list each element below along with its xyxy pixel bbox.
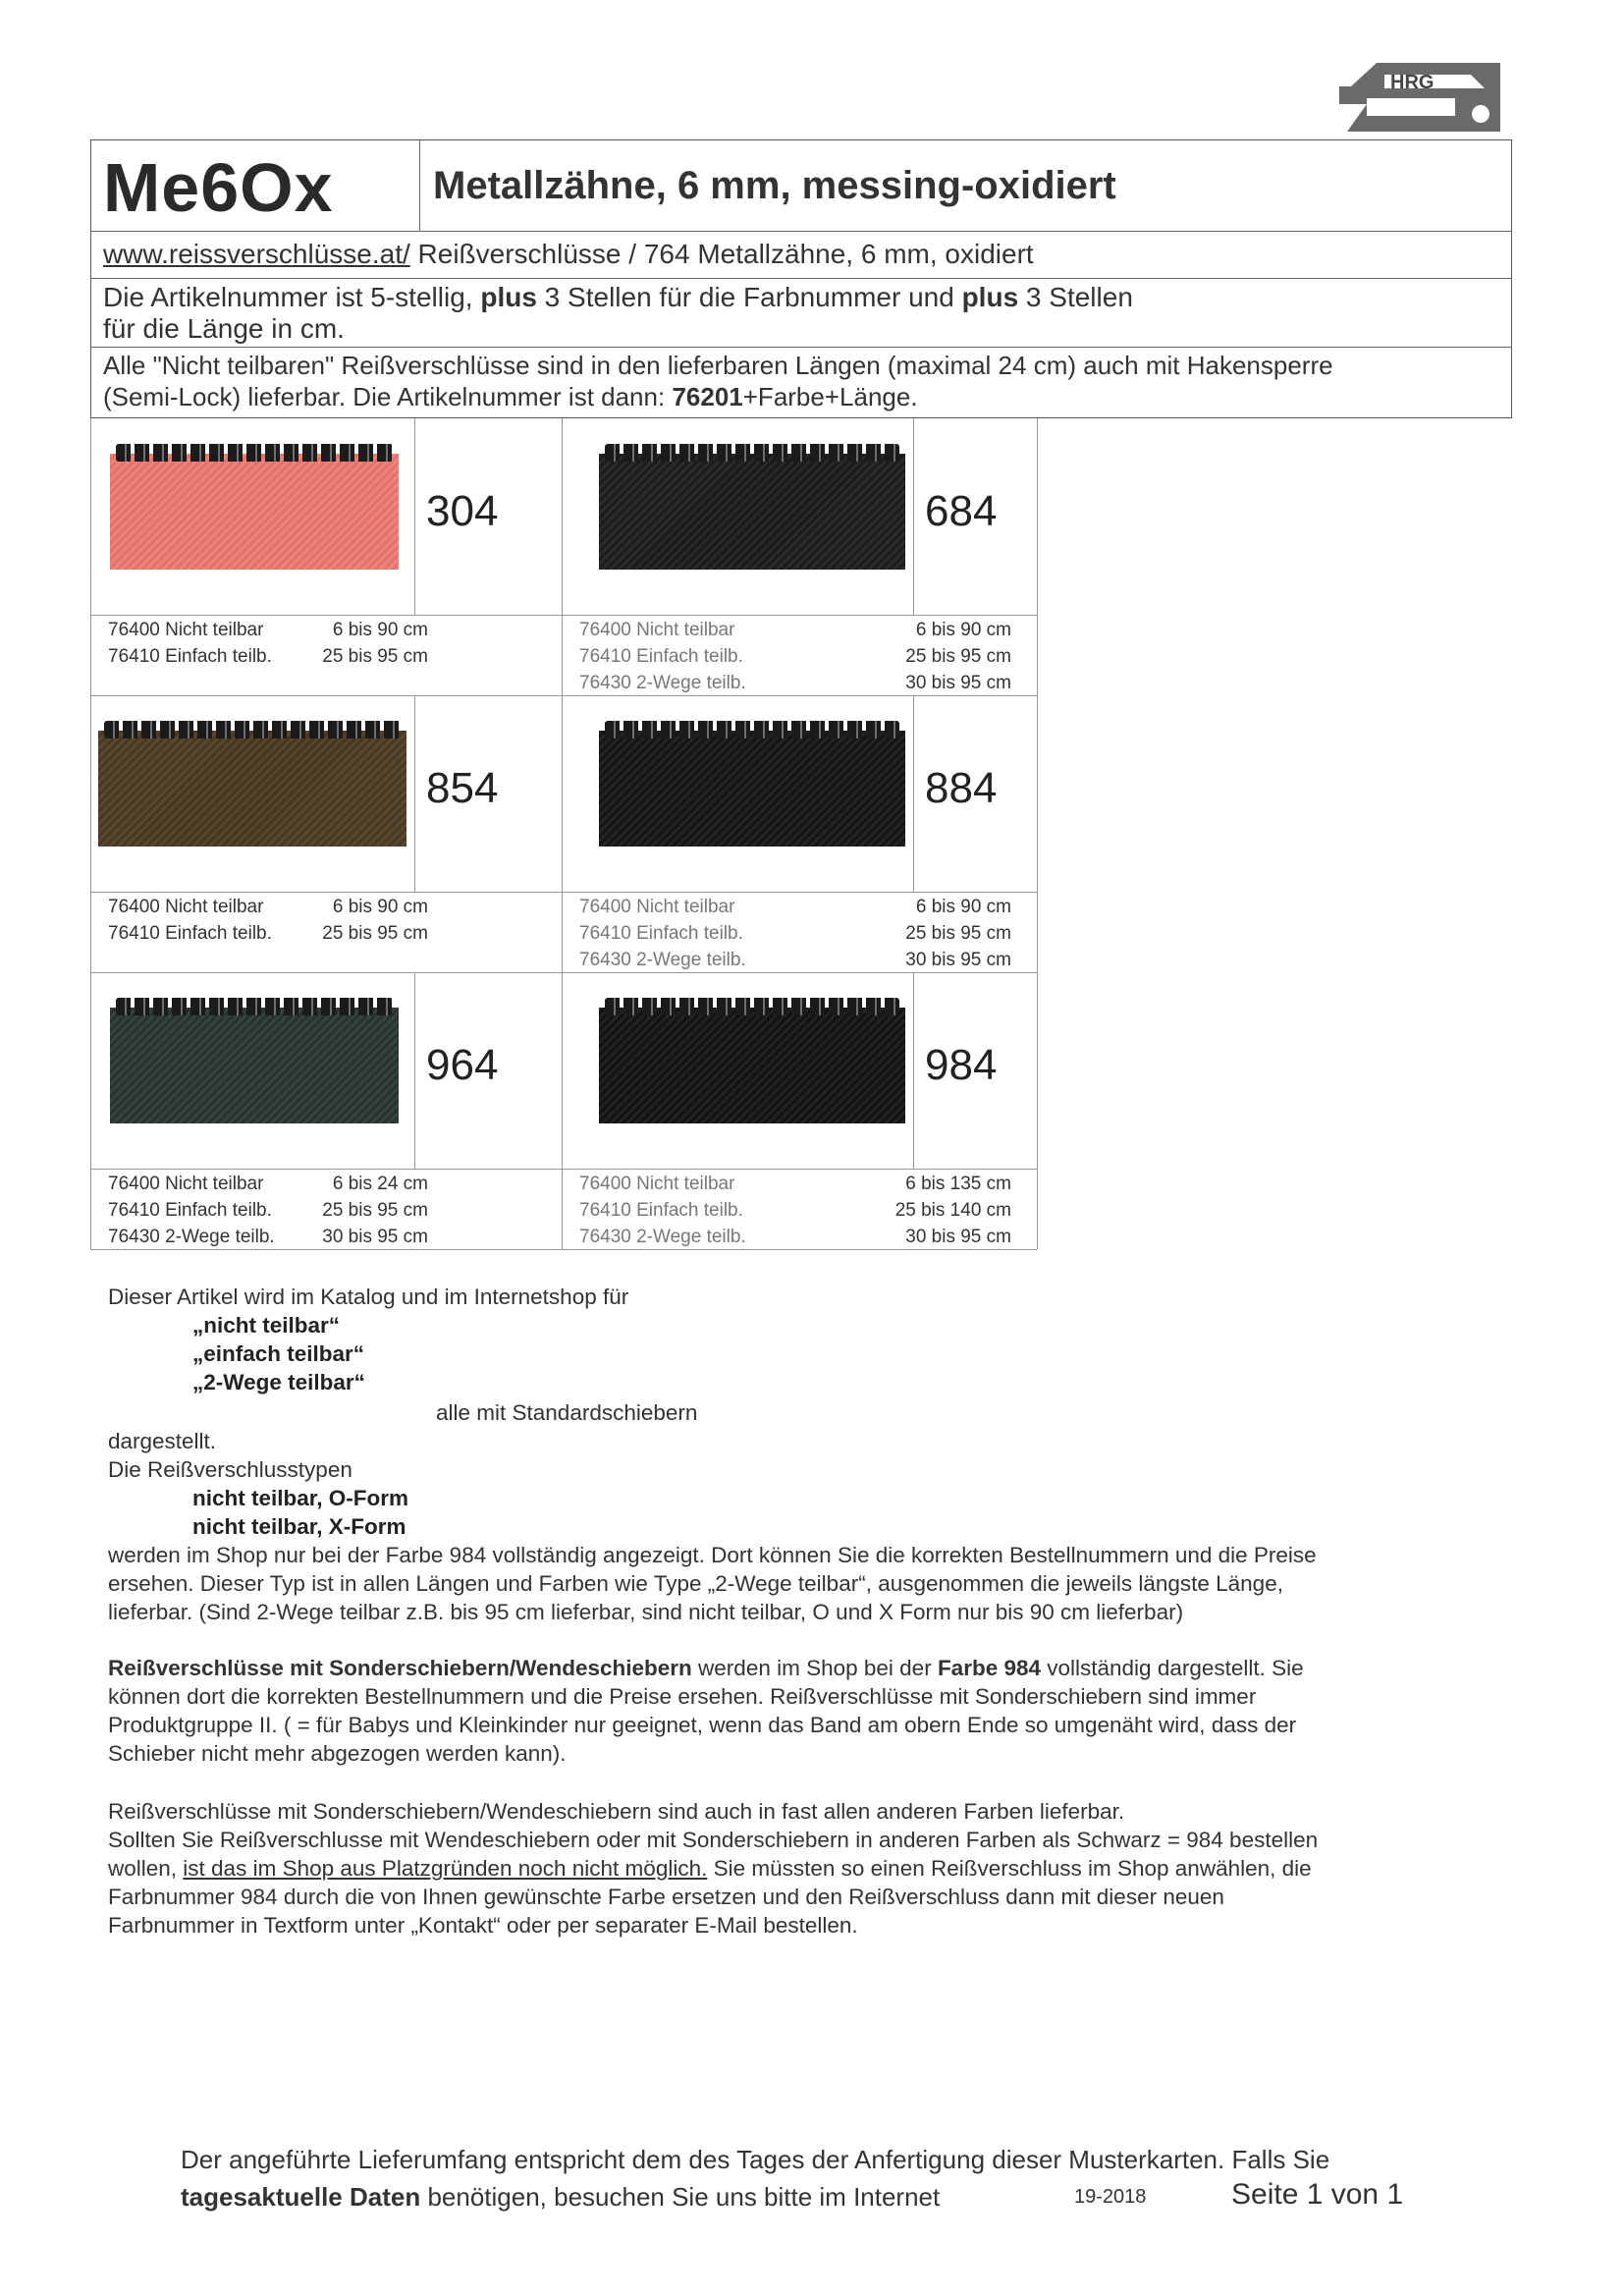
type-o-form: nicht teilbar, O-Form	[192, 1486, 409, 1510]
article-label: 76400 Nicht teilbar	[579, 1174, 735, 1194]
zipper-teeth	[605, 444, 899, 462]
article-title: Metallzähne, 6 mm, messing-oxidiert	[433, 164, 1116, 207]
color-number: 964	[426, 1041, 499, 1089]
length-range: 6 bis 90 cm	[915, 897, 1011, 917]
article-label: 76430 2-Wege teilb.	[579, 673, 746, 693]
article-label: 76410 Einfach teilb.	[108, 1200, 272, 1221]
zipper-swatch-854	[98, 731, 406, 847]
length-range: 30 bis 95 cm	[905, 1227, 1011, 1247]
page-number: Seite 1 von 1	[1231, 2178, 1404, 2211]
article-code: Me6Ox	[103, 149, 334, 226]
print-date: 19-2018	[1074, 2186, 1147, 2208]
footer-note-2: tagesaktuelle Daten benötigen, besuchen Sie uns bitte im Internet	[181, 2182, 941, 2212]
shop-link[interactable]: www.reissverschlüsse.at/	[103, 239, 410, 269]
color-number: 984	[925, 1041, 998, 1089]
article-label: 76410 Einfach teilb.	[579, 1200, 743, 1221]
length-range: 6 bis 90 cm	[332, 620, 428, 640]
length-range: 30 bis 95 cm	[322, 1227, 428, 1247]
body-line: Reißverschlüsse mit Sonderschiebern/Wendeschiebern sind auch in fast allen anderen Farben lieferbar.	[108, 1799, 1125, 1824]
article-label: 76400 Nicht teilbar	[108, 1174, 264, 1194]
logo-text: HRG	[1390, 72, 1435, 93]
body-line: Die Reißverschlusstypen	[108, 1457, 352, 1482]
length-range: 6 bis 135 cm	[905, 1174, 1011, 1194]
length-range: 25 bis 95 cm	[322, 1200, 428, 1221]
type-x-form: nicht teilbar, X-Form	[192, 1514, 406, 1539]
length-range: 6 bis 90 cm	[332, 897, 428, 917]
footer-note: Der angeführte Lieferumfang entspricht dem des Tages der Anfertigung dieser Musterkarten. Falls Sie	[181, 2145, 1330, 2174]
article-label: 76410 Einfach teilb.	[108, 646, 272, 667]
body-line: alle mit Standardschiebern	[436, 1400, 698, 1425]
zipper-swatch-684	[599, 454, 905, 570]
body-line: Sollten Sie Reißverschlusse mit Wendeschiebern oder mit Sonderschiebern in anderen Farben als Schwarz = 984 bestellen	[108, 1828, 1319, 1852]
color-number: 884	[925, 764, 998, 812]
zipper-swatch-984	[599, 1008, 905, 1123]
body-line: dargestellt.	[108, 1429, 217, 1453]
color-number: 854	[426, 764, 499, 812]
zipper-swatch-884	[599, 731, 905, 847]
article-number-note: Die Artikelnummer ist 5-stellig, plus 3 Stellen für die Farbnummer und plus 3 Stellen	[103, 282, 1133, 312]
breadcrumb	[103, 239, 1034, 270]
article-label: 76410 Einfach teilb.	[579, 923, 743, 944]
zipper-teeth	[116, 444, 393, 462]
special-sliders-note: Reißverschlüsse mit Sonderschiebern/Wendeschiebern werden im Shop bei der Farbe 984 vollständig dargestellt. Sie	[108, 1656, 1304, 1680]
header-table	[90, 139, 1512, 418]
body-line: Schieber nicht mehr abgezogen werden kann).	[108, 1741, 567, 1766]
semi-lock-note: Alle "Nicht teilbaren" Reißverschlüsse sind in den lieferbaren Längen (maximal 24 cm) auch mit Hakensperre	[103, 351, 1333, 380]
article-label: 76430 2-Wege teilb.	[579, 1227, 746, 1247]
body-line: werden im Shop nur bei der Farbe 984 vollständig angezeigt. Dort können Sie die korrekten Bestellnummern und die Preise	[108, 1543, 1317, 1567]
hrg-logo	[1337, 61, 1502, 134]
body-line: ersehen. Dieser Typ ist in allen Längen und Farben wie Type „2-Wege teilbar“, ausgenommen die jeweils längste Länge,	[108, 1571, 1283, 1596]
article-number-note-2: für die Länge in cm.	[103, 313, 345, 344]
article-label: 76400 Nicht teilbar	[579, 620, 735, 640]
semi-lock-note-2: (Semi-Lock) lieferbar. Die Artikelnummer ist dann: 76201+Farbe+Länge.	[103, 382, 918, 411]
body-line: Farbnummer in Textform unter „Kontakt“ oder per separater E-Mail bestellen.	[108, 1913, 858, 1938]
color-number: 304	[426, 487, 499, 535]
body-line: lieferbar. (Sind 2-Wege teilbar z.B. bis 95 cm lieferbar, sind nicht teilbar, O und X Form nur bis 90 cm lieferbar)	[108, 1600, 1184, 1624]
length-range: 6 bis 24 cm	[332, 1174, 428, 1194]
zipper-swatch-964	[110, 1008, 399, 1123]
article-label: 76400 Nicht teilbar	[579, 897, 735, 917]
zipper-teeth	[116, 998, 393, 1015]
length-range: 25 bis 95 cm	[905, 923, 1011, 944]
article-label: 76400 Nicht teilbar	[108, 620, 264, 640]
article-label: 76410 Einfach teilb.	[579, 646, 743, 667]
length-range: 30 bis 95 cm	[905, 673, 1011, 693]
article-label: 76430 2-Wege teilb.	[579, 950, 746, 970]
length-range: 25 bis 95 cm	[322, 646, 428, 667]
zipper-teeth	[605, 721, 899, 738]
color-number: 684	[925, 487, 998, 535]
article-label: 76430 2-Wege teilb.	[108, 1227, 275, 1247]
length-range: 25 bis 140 cm	[894, 1200, 1011, 1221]
swatch-grid	[90, 418, 1037, 1249]
body-line: Farbnummer 984 durch die von Ihnen gewünschte Farbe ersetzen und den Reißverschluss dann mit dieser neuen	[108, 1885, 1224, 1909]
body-line: Dieser Artikel wird im Katalog und im Internetshop für	[108, 1285, 629, 1309]
body-line: können dort die korrekten Bestellnummern und die Preise ersehen. Reißverschlüsse mit Sonderschiebern sind immer	[108, 1684, 1257, 1709]
type-2wege-teilbar: „2-Wege teilbar“	[192, 1370, 365, 1394]
body-line: wollen, ist das im Shop aus Platzgründen noch nicht möglich. Sie müssten so einen Reißverschluss im Shop anwählen, die	[108, 1856, 1312, 1881]
length-range: 30 bis 95 cm	[905, 950, 1011, 970]
zipper-teeth	[104, 721, 401, 738]
article-label: 76410 Einfach teilb.	[108, 923, 272, 944]
type-einfach-teilbar: „einfach teilbar“	[192, 1341, 365, 1366]
length-range: 6 bis 90 cm	[915, 620, 1011, 640]
zipper-swatch-304	[110, 454, 399, 570]
zipper-teeth	[605, 998, 899, 1015]
length-range: 25 bis 95 cm	[322, 923, 428, 944]
type-nicht-teilbar: „nicht teilbar“	[192, 1313, 341, 1338]
article-label: 76400 Nicht teilbar	[108, 897, 264, 917]
length-range: 25 bis 95 cm	[905, 646, 1011, 667]
body-line: Produktgruppe II. ( = für Babys und Kleinkinder nur geeignet, wenn das Band am obern Ende so umgenäht wird, dass der	[108, 1713, 1297, 1737]
breadcrumb-path: Reißverschlüsse / 764 Metallzähne, 6 mm, oxidiert	[409, 239, 1034, 269]
